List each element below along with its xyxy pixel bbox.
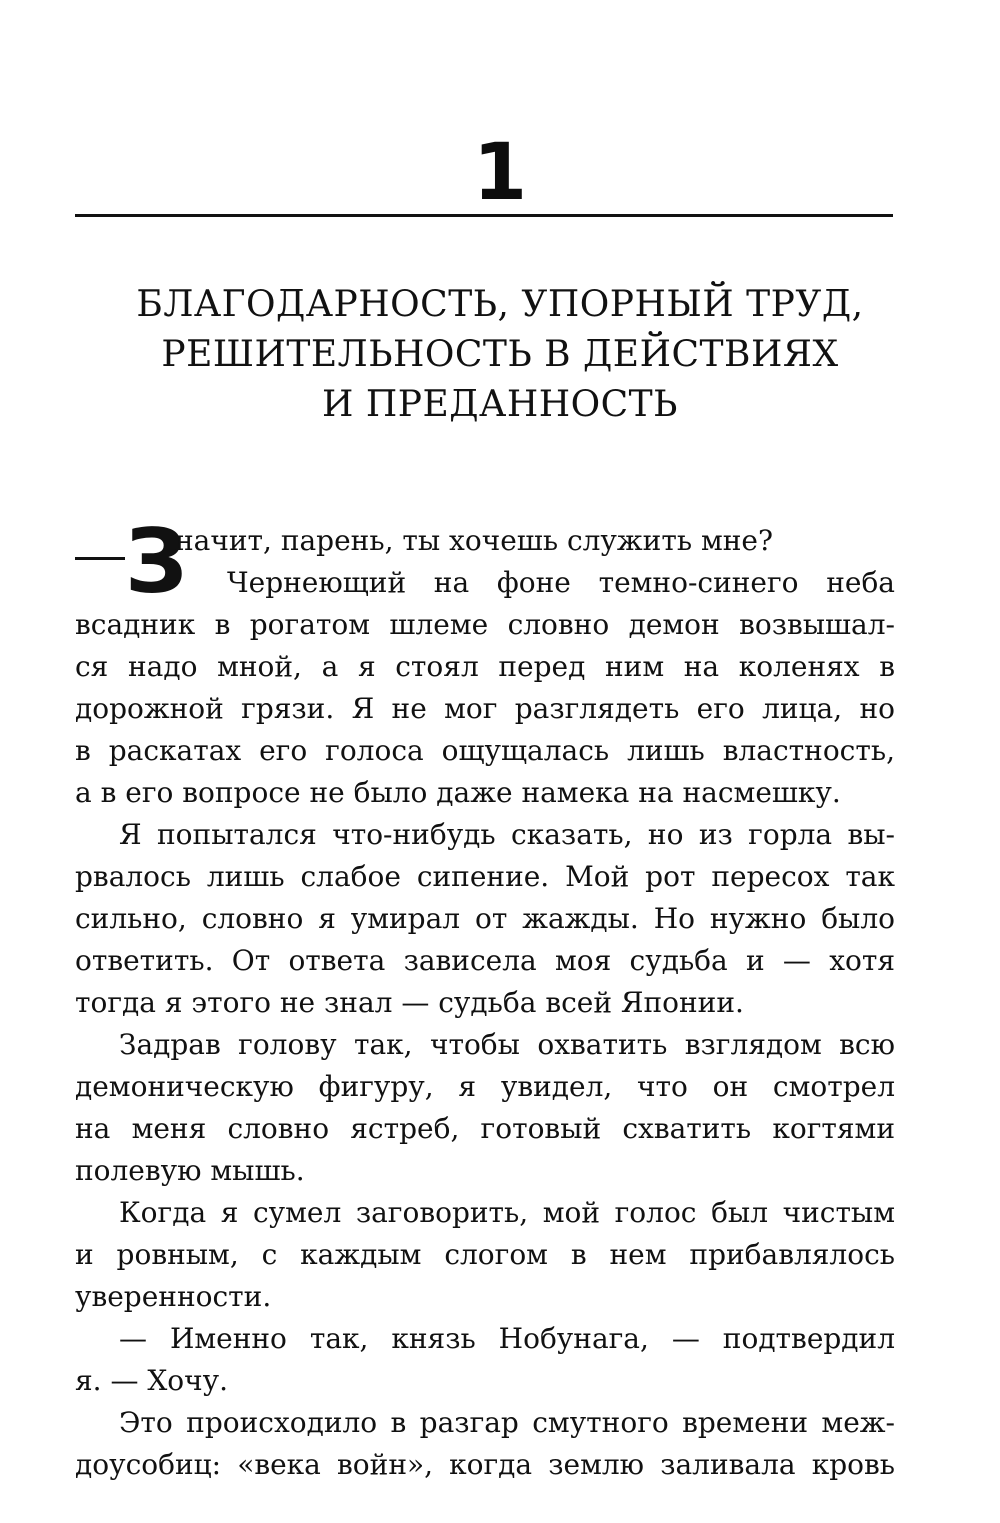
- chapter-divider: [75, 214, 893, 217]
- chapter-number: 1: [472, 128, 528, 218]
- opening-paragraph-dropcap: [75, 510, 895, 613]
- text-line: в раскатах его голоса ощущалась лишь властность,: [75, 734, 895, 767]
- text-line: доусобиц: «века войн», когда землю заливала кровь: [75, 1448, 895, 1481]
- chapter-title-line: И ПРЕДАННОСТЬ: [322, 384, 678, 425]
- text-line: Я попытался что-нибудь сказать, но из горла вы-: [119, 818, 895, 851]
- text-line: ответить. От ответа зависела моя судьба и — хотя: [75, 944, 895, 977]
- chapter-title-line: БЛАГОДАРНОСТЬ, УПОРНЫЙ ТРУД,: [136, 284, 864, 325]
- chapter-title-line: РЕШИТЕЛЬНОСТЬ В ДЕЙСТВИЯХ: [161, 334, 839, 375]
- text-line: уверенности.: [75, 1280, 272, 1313]
- text-line: начит, парень, ты хочешь служить мне?: [175, 524, 773, 557]
- text-line: я. — Хочу.: [75, 1364, 229, 1397]
- text-line: на меня словно ястреб, готовый схватить когтями: [75, 1112, 895, 1145]
- text-line: Это происходило в разгар смутного времени меж-: [119, 1406, 895, 1439]
- text-line: полевую мышь.: [75, 1154, 305, 1187]
- text-line: тогда я этого не знал — судьба всей Японии.: [75, 986, 744, 1019]
- text-line: а в его вопросе не было даже намека на насмешку.: [75, 776, 841, 809]
- text-line: — Именно так, князь Нобунага, — подтвердил: [119, 1322, 895, 1355]
- text-line: всадник в рогатом шлеме словно демон возвышал-: [75, 608, 895, 641]
- text-line: Когда я сумел заговорить, мой голос был чистым: [119, 1196, 895, 1229]
- body-text: [75, 510, 895, 1486]
- text-line: демоническую фигуру, я увидел, что он смотрел: [75, 1070, 895, 1103]
- text-line: и ровным, с каждым слогом в нем прибавлялось: [75, 1238, 895, 1271]
- text-line: Задрав голову так, чтобы охватить взглядом всю: [119, 1028, 895, 1061]
- chapter-title: [60, 280, 940, 430]
- text-line: сильно, словно я умирал от жажды. Но нужно было: [75, 902, 895, 935]
- dialogue-dash: [75, 557, 125, 560]
- text-line: рвалось лишь слабое сипение. Мой рот пересох так: [75, 860, 895, 893]
- text-line: дорожной грязи. Я не мог разглядеть его лица, но: [75, 692, 895, 725]
- text-line: ся надо мной, а я стоял перед ним на коленях в: [75, 650, 895, 683]
- drop-cap-letter: З: [125, 510, 188, 613]
- text-line: Чернеющий на фоне темно-синего неба: [227, 566, 895, 599]
